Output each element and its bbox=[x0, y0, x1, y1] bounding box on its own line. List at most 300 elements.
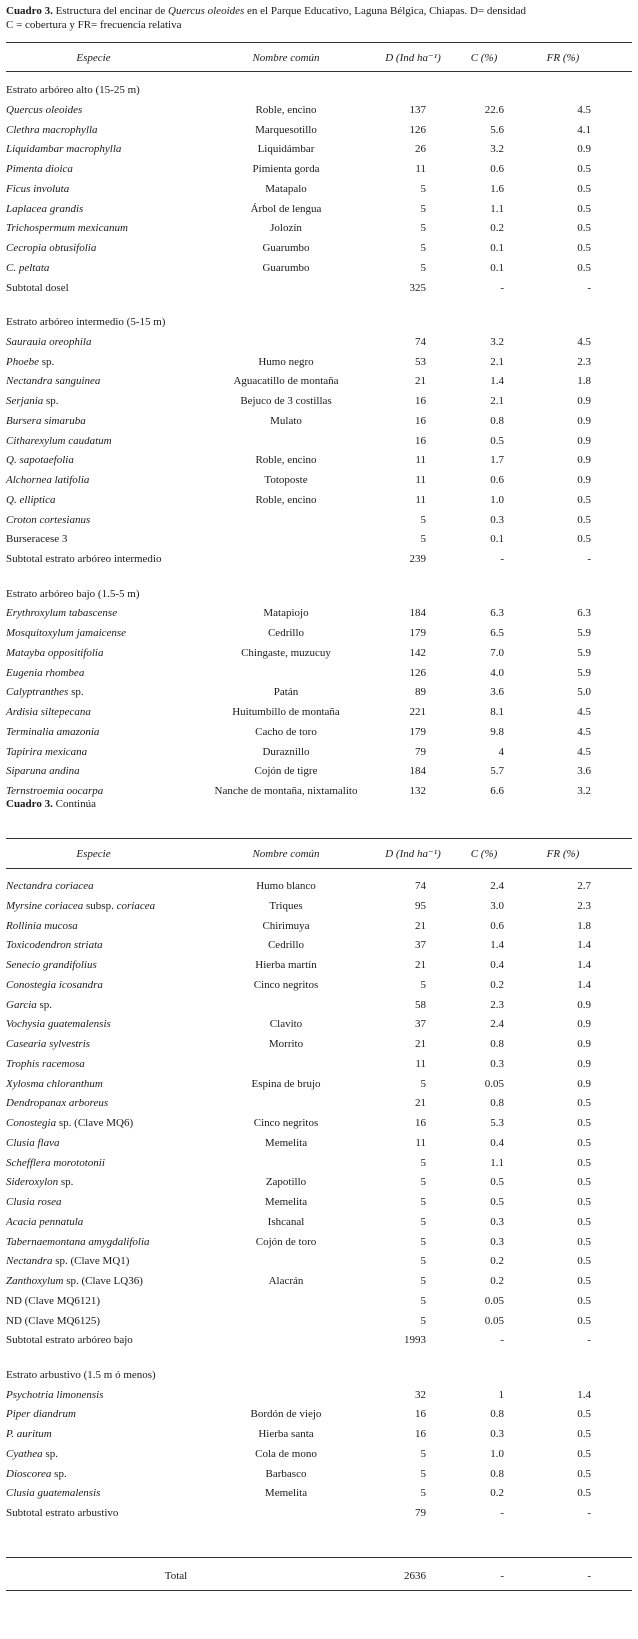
density-cell: 5 bbox=[420, 1078, 426, 1090]
frequency-cell: 0.5 bbox=[577, 1408, 591, 1420]
density-cell: 5 bbox=[420, 222, 426, 234]
species-name: Ardisia siltepecana bbox=[6, 706, 91, 718]
table-row bbox=[6, 1172, 632, 1192]
section-heading bbox=[6, 80, 632, 100]
common-name-cell: Aguacatillo de montaña bbox=[233, 375, 339, 387]
table-row bbox=[6, 238, 632, 258]
species-suffix: sp. bbox=[51, 1468, 67, 1480]
frequency-cell: 3.6 bbox=[577, 765, 591, 777]
density-cell: 5 bbox=[420, 1487, 426, 1499]
cover-cell: 6.3 bbox=[490, 607, 504, 619]
table-row bbox=[6, 1093, 632, 1113]
density-cell: 5 bbox=[420, 262, 426, 274]
density-cell: 16 bbox=[415, 395, 426, 407]
frequency-cell: 5.0 bbox=[577, 686, 591, 698]
frequency-cell: 0.9 bbox=[577, 435, 591, 447]
species-suffix: sp. (Clave LQ36) bbox=[63, 1275, 143, 1287]
total-frequency: - bbox=[587, 1570, 591, 1582]
header-frequency: FR (%) bbox=[546, 52, 580, 64]
density-cell: 126 bbox=[409, 667, 426, 679]
species-name: Saurauia oreophila bbox=[6, 336, 92, 348]
species-name: Xylosma chloranthum bbox=[6, 1078, 103, 1090]
frequency-cell: 0.5 bbox=[577, 1216, 591, 1228]
common-name-cell: Roble, encino bbox=[255, 454, 317, 466]
species-cell bbox=[6, 1093, 108, 1113]
species-cell bbox=[6, 663, 84, 683]
frequency-cell: 2.3 bbox=[577, 900, 591, 912]
species-cell bbox=[6, 682, 84, 702]
frequency-cell: 2.3 bbox=[577, 356, 591, 368]
frequency-cell: 5.9 bbox=[577, 647, 591, 659]
species-name: P. auritum bbox=[6, 1428, 52, 1440]
density-cell: 5 bbox=[420, 979, 426, 991]
cover-cell: 9.8 bbox=[490, 726, 504, 738]
frequency-cell: 0.5 bbox=[577, 1196, 591, 1208]
frequency-cell: 0.5 bbox=[577, 1295, 591, 1307]
species-name: Clethra macrophylla bbox=[6, 124, 98, 136]
common-name-cell: Hierba martín bbox=[255, 959, 317, 971]
density-cell: 5 bbox=[420, 1236, 426, 1248]
table-row bbox=[6, 916, 632, 936]
common-name-cell: Marquesotillo bbox=[255, 124, 317, 136]
common-name-cell: Cinco negritos bbox=[253, 979, 319, 991]
cover-cell: 0.8 bbox=[490, 1038, 504, 1050]
table-row bbox=[6, 761, 632, 781]
density-cell: 11 bbox=[415, 474, 426, 486]
species-name: Liquidambar macrophylla bbox=[6, 143, 122, 155]
table-row bbox=[6, 742, 632, 762]
table-row bbox=[6, 663, 632, 683]
frequency-cell: 1.4 bbox=[577, 959, 591, 971]
density-cell: 5 bbox=[420, 242, 426, 254]
species-cell bbox=[6, 199, 83, 219]
cover-cell: 6.5 bbox=[490, 627, 504, 639]
frequency-cell: 0.5 bbox=[577, 222, 591, 234]
cover-cell: 0.3 bbox=[490, 1236, 504, 1248]
species-cell bbox=[6, 896, 155, 916]
frequency-cell: 0.5 bbox=[577, 1255, 591, 1267]
header-density: D (Ind ha⁻¹) bbox=[385, 52, 441, 64]
species-cell bbox=[6, 179, 69, 199]
density-cell: 21 bbox=[415, 920, 426, 932]
bottom-rule bbox=[6, 1590, 632, 1591]
density-cell: 5 bbox=[420, 533, 426, 545]
species-cell bbox=[6, 742, 87, 762]
density-cell: 11 bbox=[415, 1058, 426, 1070]
common-name-cell: Ishcanal bbox=[267, 1216, 305, 1228]
species-name: Sideroxylon bbox=[6, 1176, 59, 1188]
cover-cell: 3.2 bbox=[490, 336, 504, 348]
species-infraspecific: coriacea bbox=[116, 900, 156, 912]
common-name-cell: Jolozín bbox=[270, 222, 302, 234]
frequency-cell: 3.2 bbox=[577, 785, 591, 797]
frequency-cell: 0.9 bbox=[577, 1038, 591, 1050]
species-cell bbox=[6, 332, 91, 352]
density-cell: 239 bbox=[409, 553, 426, 565]
header-row bbox=[6, 48, 632, 68]
species-name: Laplacea grandis bbox=[6, 203, 84, 215]
common-name-cell: Guarumbo bbox=[262, 242, 310, 254]
species-name: Terminalia amazonia bbox=[6, 726, 100, 738]
species-suffix: sp. (Clave MQ1) bbox=[52, 1255, 130, 1267]
common-name-cell: Hierba santa bbox=[258, 1428, 314, 1440]
species-name: Siparuna andina bbox=[6, 765, 80, 777]
frequency-cell: 2.7 bbox=[577, 880, 591, 892]
species-name: Casearia sylvestris bbox=[6, 1038, 91, 1050]
frequency-cell: 0.5 bbox=[577, 262, 591, 274]
table-row bbox=[6, 781, 632, 801]
header-frequency: FR (%) bbox=[546, 848, 580, 860]
cover-cell: 1.4 bbox=[490, 939, 504, 951]
species-cell bbox=[6, 995, 52, 1015]
subtotal-row bbox=[6, 529, 632, 549]
species-cell bbox=[6, 1133, 59, 1153]
species-cell bbox=[6, 1311, 100, 1331]
density-cell: 21 bbox=[415, 1097, 426, 1109]
header-species: Especie bbox=[76, 848, 111, 860]
density-cell: 11 bbox=[415, 454, 426, 466]
table-row bbox=[6, 1014, 632, 1034]
density-cell: 5 bbox=[420, 1196, 426, 1208]
species-name: C. peltata bbox=[6, 262, 50, 274]
cover-cell: 3.6 bbox=[490, 686, 504, 698]
density-cell: 5 bbox=[420, 1157, 426, 1169]
continuation-caption bbox=[6, 797, 96, 811]
common-name-cell: Humo negro bbox=[258, 356, 314, 368]
species-name: ND (Clave MQ6125) bbox=[6, 1315, 101, 1327]
species-name: Toxicodendron striata bbox=[6, 939, 103, 951]
table-row bbox=[6, 935, 632, 955]
frequency-cell: 1.8 bbox=[577, 375, 591, 387]
frequency-cell: - bbox=[587, 1507, 591, 1519]
cover-cell: 8.1 bbox=[490, 706, 504, 718]
species-cell bbox=[6, 238, 96, 258]
table-row bbox=[6, 352, 632, 372]
cover-cell: 0.05 bbox=[484, 1295, 504, 1307]
species-cell bbox=[6, 1291, 100, 1311]
cover-cell: 0.6 bbox=[490, 920, 504, 932]
table-row bbox=[6, 876, 632, 896]
frequency-cell: 0.9 bbox=[577, 454, 591, 466]
table-row bbox=[6, 682, 632, 702]
species-name: Bursera simaruba bbox=[6, 415, 86, 427]
frequency-cell: 1.4 bbox=[577, 979, 591, 991]
common-name-cell: Bejuco de 3 costillas bbox=[240, 395, 332, 407]
species-name: Cyathea bbox=[6, 1448, 43, 1460]
cover-cell: 5.7 bbox=[490, 765, 504, 777]
common-name-cell: Huitumbillo de montaña bbox=[232, 706, 340, 718]
cover-cell: 0.2 bbox=[490, 1487, 504, 1499]
common-name-cell: Totoposte bbox=[264, 474, 308, 486]
density-cell: 95 bbox=[415, 900, 426, 912]
species-name: Croton cortesianus bbox=[6, 514, 91, 526]
species-name: Trichospermum mexicanum bbox=[6, 222, 128, 234]
species-name: Tapirira mexicana bbox=[6, 746, 88, 758]
species-cell bbox=[6, 1385, 103, 1405]
subtotal-row bbox=[6, 1311, 632, 1331]
frequency-cell: 0.5 bbox=[577, 1097, 591, 1109]
frequency-cell: 4.5 bbox=[577, 104, 591, 116]
frequency-cell: 0.9 bbox=[577, 395, 591, 407]
species-name: Q. elliptica bbox=[6, 494, 56, 506]
species-cell bbox=[6, 120, 98, 140]
frequency-cell: 0.5 bbox=[577, 533, 591, 545]
species-cell bbox=[6, 1212, 83, 1232]
common-name-cell: Clavito bbox=[269, 1018, 303, 1030]
species-cell bbox=[6, 1404, 76, 1424]
total-cover: - bbox=[500, 1570, 504, 1582]
species-cell bbox=[6, 955, 97, 975]
species-name: Cecropia obtusifolia bbox=[6, 242, 97, 254]
frequency-cell: 0.5 bbox=[577, 1275, 591, 1287]
species-cell bbox=[6, 1034, 90, 1054]
section-label: Estrato arbóreo bajo (1.5-5 m) bbox=[6, 588, 140, 600]
common-name-cell: Guarumbo bbox=[262, 262, 310, 274]
species-name: Erythroxylum tabascense bbox=[6, 607, 118, 619]
species-name: Matayba oppositifolia bbox=[6, 647, 104, 659]
density-cell: 58 bbox=[415, 999, 426, 1011]
table-row bbox=[6, 371, 632, 391]
species-cell bbox=[6, 1271, 143, 1291]
frequency-cell: 0.9 bbox=[577, 999, 591, 1011]
cover-cell: 1.1 bbox=[490, 1157, 504, 1169]
table-row bbox=[6, 1133, 632, 1153]
header-species: Especie bbox=[76, 52, 111, 64]
table-row bbox=[6, 1464, 632, 1484]
common-name-cell: Matapalo bbox=[265, 183, 307, 195]
species-cell bbox=[6, 371, 100, 391]
cover-cell: 0.6 bbox=[490, 163, 504, 175]
cover-cell: 2.4 bbox=[490, 1018, 504, 1030]
species-cell bbox=[6, 702, 91, 722]
density-cell: 16 bbox=[415, 415, 426, 427]
cover-cell: 0.8 bbox=[490, 1468, 504, 1480]
density-cell: 16 bbox=[415, 1117, 426, 1129]
caption-text-a: Estructura del encinar de bbox=[52, 5, 169, 17]
species-cell bbox=[6, 916, 78, 936]
frequency-cell: 0.9 bbox=[577, 415, 591, 427]
table-row bbox=[6, 1153, 632, 1173]
caption-line2: C = cobertura y FR= frecuencia relativa bbox=[6, 19, 182, 31]
species-cell bbox=[6, 139, 121, 159]
common-name-cell: Matapiojo bbox=[263, 607, 309, 619]
density-cell: 21 bbox=[415, 959, 426, 971]
frequency-cell: 0.5 bbox=[577, 1428, 591, 1440]
table-row bbox=[6, 258, 632, 278]
table-row bbox=[6, 896, 632, 916]
species-name: Ternstroemia oocarpa bbox=[6, 785, 104, 797]
cover-cell: 0.1 bbox=[490, 262, 504, 274]
species-cell bbox=[6, 411, 86, 431]
common-name-cell: Bordón de viejo bbox=[250, 1408, 322, 1420]
species-cell bbox=[6, 1503, 118, 1523]
species-name: ND (Clave MQ6121) bbox=[6, 1295, 101, 1307]
species-cell bbox=[6, 1251, 129, 1271]
species-cell bbox=[6, 470, 89, 490]
common-name-cell: Espina de brujo bbox=[251, 1078, 321, 1090]
cover-cell: 0.3 bbox=[490, 514, 504, 526]
cover-cell: - bbox=[500, 1507, 504, 1519]
table-row bbox=[6, 510, 632, 530]
species-cell bbox=[6, 258, 49, 278]
species-cell bbox=[6, 218, 128, 238]
frequency-cell: 0.5 bbox=[577, 1468, 591, 1480]
table-row bbox=[6, 1232, 632, 1252]
table-caption bbox=[6, 4, 526, 32]
table-row bbox=[6, 100, 632, 120]
species-name: Subtotal dosel bbox=[6, 282, 69, 294]
density-cell: 16 bbox=[415, 1408, 426, 1420]
frequency-cell: 0.5 bbox=[577, 1448, 591, 1460]
table-row bbox=[6, 1251, 632, 1271]
frequency-cell: 0.5 bbox=[577, 514, 591, 526]
table-row bbox=[6, 1113, 632, 1133]
table-row bbox=[6, 1424, 632, 1444]
frequency-cell: 0.9 bbox=[577, 1018, 591, 1030]
species-cell bbox=[6, 529, 67, 549]
species-name: Tabernaemontana amygdalifolia bbox=[6, 1236, 150, 1248]
density-cell: 5 bbox=[420, 203, 426, 215]
frequency-cell: 0.5 bbox=[577, 242, 591, 254]
species-suffix: sp. bbox=[36, 999, 53, 1011]
table-row bbox=[6, 1034, 632, 1054]
species-name: Citharexylum caudatum bbox=[6, 435, 112, 447]
frequency-cell: 0.5 bbox=[577, 1137, 591, 1149]
species-cell bbox=[6, 722, 99, 742]
species-name: Q. sapotaefolia bbox=[6, 454, 74, 466]
cover-cell: 0.4 bbox=[490, 1137, 504, 1149]
table-row bbox=[6, 179, 632, 199]
species-cell bbox=[6, 549, 161, 569]
species-name: Psychotria limonensis bbox=[6, 1389, 104, 1401]
table-row bbox=[6, 603, 632, 623]
density-cell: 11 bbox=[415, 494, 426, 506]
cover-cell: 0.3 bbox=[490, 1216, 504, 1228]
density-cell: 221 bbox=[409, 706, 426, 718]
total-label: Total bbox=[164, 1570, 188, 1582]
species-cell bbox=[6, 391, 59, 411]
density-cell: 179 bbox=[409, 627, 426, 639]
common-name-cell: Barbasco bbox=[265, 1468, 307, 1480]
cover-cell: 4.0 bbox=[490, 667, 504, 679]
species-name: Garcia bbox=[6, 999, 37, 1011]
table-row bbox=[6, 1444, 632, 1464]
cover-cell: 3.2 bbox=[490, 143, 504, 155]
table-row bbox=[6, 1054, 632, 1074]
density-cell: 37 bbox=[415, 939, 426, 951]
density-cell: 132 bbox=[409, 785, 426, 797]
table-row bbox=[6, 490, 632, 510]
frequency-cell: 0.9 bbox=[577, 474, 591, 486]
table-row bbox=[6, 470, 632, 490]
cover-cell: - bbox=[500, 282, 504, 294]
table-row bbox=[6, 159, 632, 179]
table-row bbox=[6, 431, 632, 451]
species-cell bbox=[6, 1444, 58, 1464]
cover-cell: 0.1 bbox=[490, 242, 504, 254]
species-cell bbox=[6, 1464, 67, 1484]
species-name: Ficus involuta bbox=[6, 183, 70, 195]
frequency-cell: - bbox=[587, 282, 591, 294]
density-cell: 5 bbox=[420, 183, 426, 195]
common-name-cell: Memelita bbox=[264, 1196, 308, 1208]
common-name-cell: Cinco negritos bbox=[253, 1117, 319, 1129]
common-name-cell: Chingaste, muzucuy bbox=[241, 647, 331, 659]
cover-cell: 1.1 bbox=[490, 203, 504, 215]
density-cell: 5 bbox=[420, 1176, 426, 1188]
frequency-cell: 4.1 bbox=[577, 124, 591, 136]
density-cell: 74 bbox=[415, 336, 426, 348]
species-name: Rollinia mucosa bbox=[6, 920, 78, 932]
density-cell: 5 bbox=[420, 1468, 426, 1480]
species-name: Burseracese 3 bbox=[6, 533, 68, 545]
frequency-cell: 4.5 bbox=[577, 706, 591, 718]
frequency-cell: - bbox=[587, 1334, 591, 1346]
cover-cell: 0.2 bbox=[490, 1275, 504, 1287]
common-name-cell: Patán bbox=[273, 686, 299, 698]
header-common: Nombre común bbox=[252, 848, 320, 860]
species-name: Subtotal estrato arbóreo intermedio bbox=[6, 553, 162, 565]
frequency-cell: 0.5 bbox=[577, 1176, 591, 1188]
header-rule-2 bbox=[6, 868, 632, 869]
density-cell: 11 bbox=[415, 1137, 426, 1149]
cover-cell: 2.4 bbox=[490, 880, 504, 892]
cover-cell: 2.1 bbox=[490, 395, 504, 407]
density-cell: 5 bbox=[420, 1448, 426, 1460]
cover-cell: 0.4 bbox=[490, 959, 504, 971]
species-name: Acacia pennatula bbox=[6, 1216, 84, 1228]
caption-text-b: en el Parque Educativo, Laguna Bélgica, Chiapas. D= densidad bbox=[244, 5, 527, 17]
common-name-cell: Chirimuya bbox=[262, 920, 310, 932]
density-cell: 53 bbox=[415, 356, 426, 368]
subtotal-row bbox=[6, 1291, 632, 1311]
frequency-cell: 0.5 bbox=[577, 1157, 591, 1169]
frequency-cell: 4.5 bbox=[577, 336, 591, 348]
cover-cell: 0.8 bbox=[490, 415, 504, 427]
frequency-cell: 0.5 bbox=[577, 203, 591, 215]
header-density: D (Ind ha⁻¹) bbox=[385, 848, 441, 860]
species-name: Subtotal estrato arbóreo bajo bbox=[6, 1334, 133, 1346]
frequency-cell: 4.5 bbox=[577, 746, 591, 758]
total-density: 2636 bbox=[404, 1570, 426, 1582]
species-cell bbox=[6, 1232, 150, 1252]
cover-cell: 3.0 bbox=[490, 900, 504, 912]
header-row-2 bbox=[6, 844, 632, 864]
species-cell bbox=[6, 1172, 73, 1192]
header-cover: C (%) bbox=[470, 52, 498, 64]
species-cell bbox=[6, 761, 80, 781]
frequency-cell: 1.4 bbox=[577, 1389, 591, 1401]
species-name: Eugenia rhombea bbox=[6, 667, 85, 679]
density-cell: 5 bbox=[420, 1216, 426, 1228]
density-cell: 21 bbox=[415, 1038, 426, 1050]
species-name: Pimenta dioica bbox=[6, 163, 73, 175]
species-cell bbox=[6, 1483, 100, 1503]
species-name: Conostegia bbox=[6, 1117, 57, 1129]
species-cell bbox=[6, 450, 74, 470]
cover-cell: 0.8 bbox=[490, 1408, 504, 1420]
table-row bbox=[6, 332, 632, 352]
species-name: Clusia guatemalensis bbox=[6, 1487, 101, 1499]
species-name: Conostegia icosandra bbox=[6, 979, 103, 991]
species-name: Senecio grandifolius bbox=[6, 959, 97, 971]
table-row bbox=[6, 1271, 632, 1291]
cover-cell: 0.5 bbox=[490, 1176, 504, 1188]
species-name: Myrsine coriacea bbox=[6, 900, 84, 912]
section-heading bbox=[6, 312, 632, 332]
frequency-cell: 0.5 bbox=[577, 163, 591, 175]
density-cell: 37 bbox=[415, 1018, 426, 1030]
